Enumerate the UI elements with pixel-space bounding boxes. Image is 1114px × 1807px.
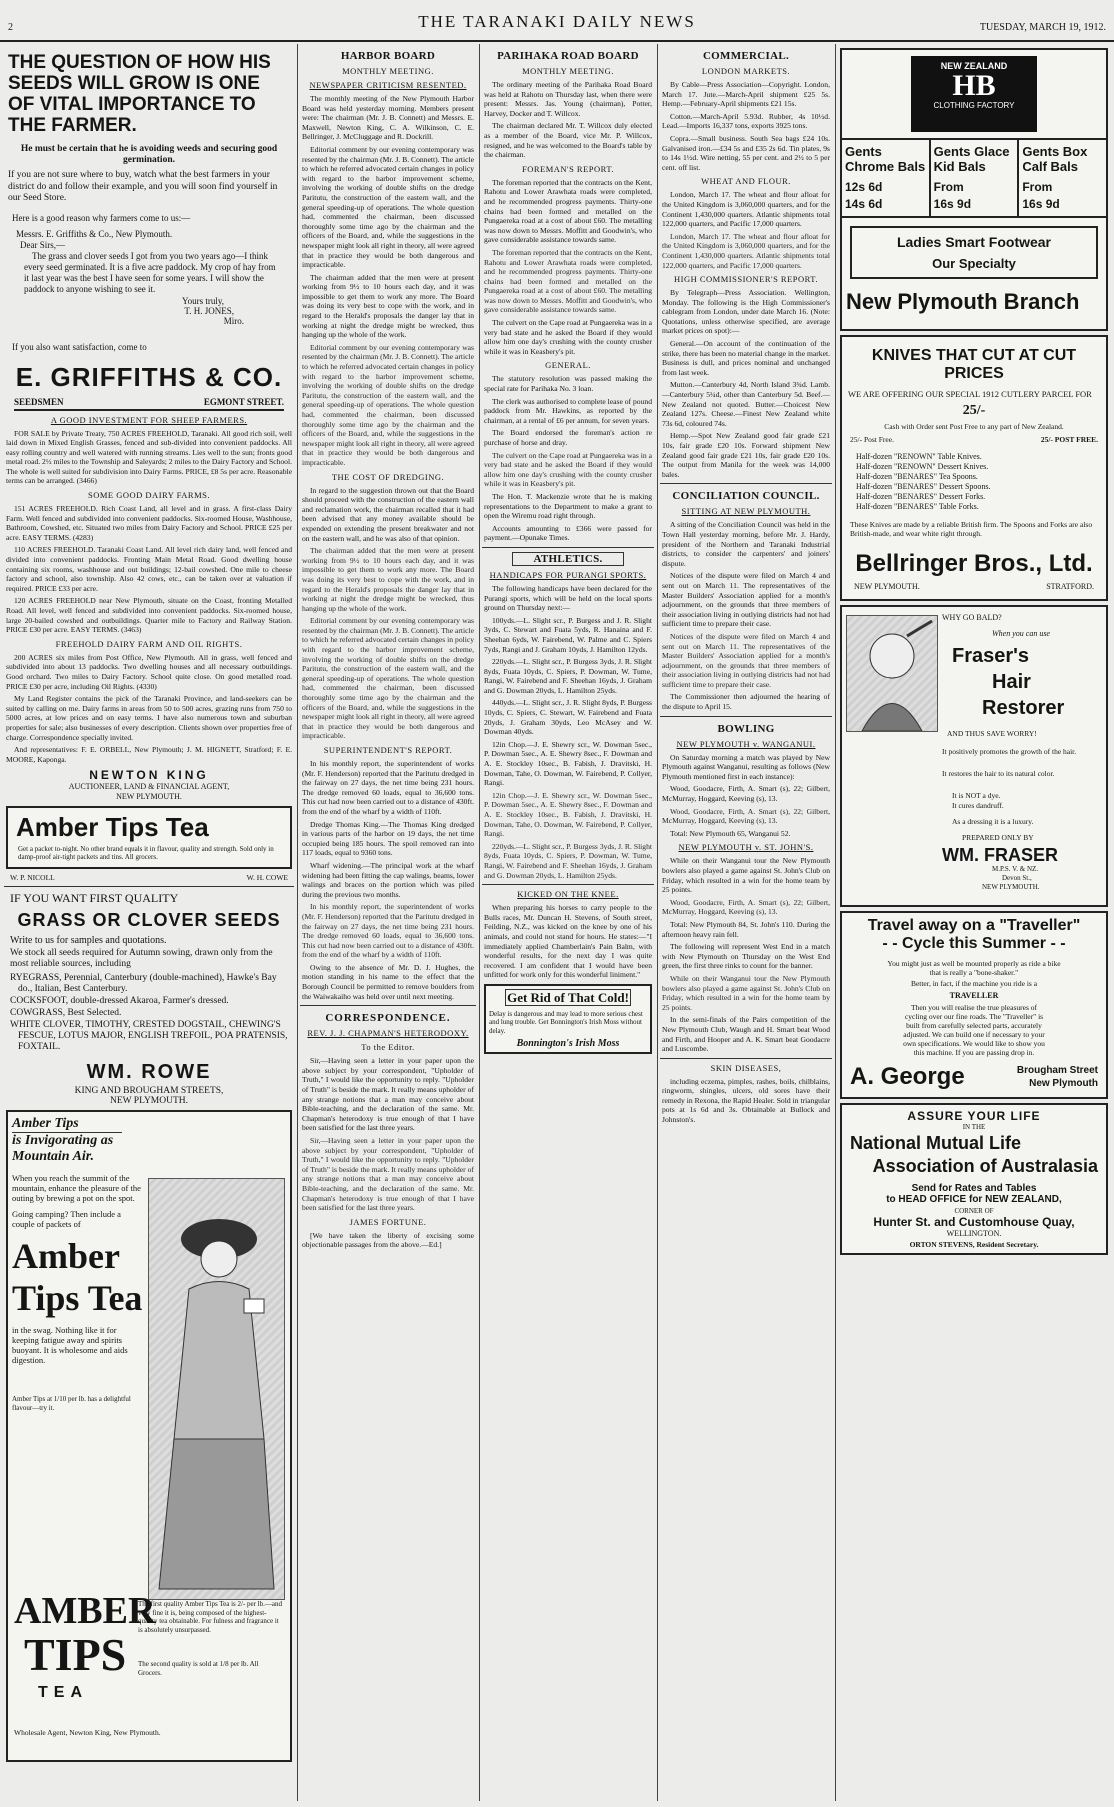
harbor-monthly-meeting: MONTHLY MEETING.	[342, 66, 434, 76]
george-street: Brougham Street	[1016, 1065, 1098, 1076]
amber2-quality-1: The first quality Amber Tips Tea is 2/- per lb.—and very fine it is, being composed of the highest-quality tea obtainable. For fulness and fragrance it is absolutely unsurpassed.	[138, 1600, 283, 1634]
seed-question: IF YOU WANT FIRST QUALITY	[10, 891, 179, 906]
parihaka-para-4: The culvert on the Cape road at Pungaereka was in a very bad state and he asked the Board if they would allow him one day's crushing with the county crusher while it was in Keasbery's pit.	[484, 318, 652, 356]
our-specialty: Our Specialty	[932, 256, 1016, 271]
column-rule	[835, 44, 836, 1801]
harbor-para-4-cont-2: Editorial comment by our evening contemporary was resented by the chairman (Mr. J. B. Connett). The article to which he referred advocated certain changes in policy with regard to the harbor improvement scheme, involving the working of double shifts on the dredge Paritutu, the construction of the eastern wall, and the general speeding-up of operations. The whole question had, commented the chairman, been discussed thoroughly some time ago by the chairman and the officers of the Board, and, while the suggestions in the newspaper might look all right in theory, all were agreed that in practice they would be both dangerous and impracticable.	[302, 616, 474, 741]
gents-chrome-bals	[842, 140, 931, 216]
hb-logo-factory: CLOTHING FACTORY	[933, 101, 1015, 110]
rowe-name: WM. ROWE	[86, 1061, 212, 1084]
farm-151-listing: 151 ACRES FREEHOLD. Rich Coast Land, all level and in grass. A first-class Dairy Farm. Well fenced and subdivided into convenient paddocks. Six-roomed House, Washhouse, Bathroom, Cowshed, etc. Situated two miles from Dairy Factory and School. PRICE £25 per acre. EASY TERMS. (4283)	[6, 504, 292, 542]
seed-heading: GRASS OR CLOVER SEEDS	[17, 910, 281, 931]
knives-note: These Knives are made by a reliable British firm. The Spoons and Forks are also British-made, and wear white right through.	[850, 520, 1093, 538]
commercial-para-6: General.—On account of the continuation of the strike, there has been no material change in the market. Business is dull, and prices nominal and unchanged from last week.	[662, 339, 830, 377]
nml-in-the: IN THE	[962, 1123, 986, 1131]
traveller-brand: TRAVELLER	[949, 991, 999, 1000]
masthead	[0, 0, 1114, 42]
knives-heading: KNIVES THAT CUT AT CUT PRICES	[871, 347, 1077, 382]
seed-stock: We stock all seeds required for Autumn sowing, drawn only from the most reliable sources, including	[10, 948, 273, 970]
fraser-save: AND THUS SAVE WORRY!	[947, 729, 1037, 738]
parihaka-para-7-cont: The culvert on the Cape road at Pungaereka was in a very bad state and he asked the Board if they would allow him one day's crushing with the county crusher while it was in Keasbery's pit.	[484, 450, 652, 489]
fraser-prepared: PREPARED ONLY BY	[962, 833, 1034, 842]
fraser-title-2: Hair	[992, 671, 1031, 693]
commercial-heading: COMMERCIAL.	[702, 50, 790, 62]
amber2-quality-2: The second quality is sold at 1/8 per lb. All Grocers.	[138, 1660, 259, 1677]
traveller-para-3: Then you will realise the true pleasures of cycling over our fine roads. The "Traveller" is built from carefully selected parts, accurately adjusted. We can build one if necessary to your own specifications. We would like to show you this machine. If you are passing drop in.	[903, 1003, 1045, 1057]
parihaka-para-9: Accounts amounting to £366 were passed for payment.—Opunake Times.	[484, 523, 652, 543]
knives-advert	[840, 335, 1108, 601]
seed-advert	[4, 52, 294, 411]
column-2	[300, 44, 476, 1801]
seed-cocksfoot: COCKSFOOT, double-dressed Akaroa, Farmer's dressed.	[10, 996, 229, 1007]
farm-110-listing: 110 ACRES FREEHOLD. Taranaki Coast Land. All level rich dairy land, well fenced and divided into convenient paddocks. Fronting Main Metal Road. Good dwelling house containing six rooms, washhouse and out buildings; 12-bail cowshed. One mile to cheese factory and school, also township. Also 42 cows, etc., can be taken over at valuation if required. PRICE £33 per acre.	[6, 545, 292, 593]
seed-clover: WHITE CLOVER, TIMOTHY, CRESTED DOGSTAIL, CHEWING'S FESCUE, LOTUS MAJOR, ENGLISH TREFOIL, POA PRATENSIS, FOXTAIL.	[10, 1020, 288, 1053]
knives-item: Half-dozen "BENARES" Tea Spoons.	[856, 472, 978, 481]
correspondence-letter: Sir,—Having seen a letter in your paper upon the above subject by your correspondent, "Upholder of Truth," I would like the opportunity to reply. "Upholder of Truth" is beside the mark. It really means upholder of any strange notions that a man may conceive about Bible-teaching, and the declaration of the same. Mr. Chapman's heterodoxy is true enough of that I have been satisfied for the last three years.	[302, 1056, 474, 1133]
bowling-para-1: On Saturday morning a match was played by New Plymouth against Wanganui, resulting as follows (New Plymouth mentioned first in each instance):	[662, 752, 830, 781]
newspaper-title: THE TARANAKI DAILY NEWS	[418, 12, 696, 31]
fraser-place: NEW PLYMOUTH.	[982, 883, 1040, 891]
correspondence-signature: JAMES FORTUNE.	[349, 1216, 427, 1227]
parihaka-heading: PARIHAKA ROAD BOARD	[497, 50, 639, 62]
parihaka-para-8: The Hon. T. Mackenzie wrote that he is making representations to the Department to make a grant to open the Wiremu road right through.	[484, 491, 652, 521]
fraser-point-2: It restores the hair to its natural color.	[942, 769, 1055, 778]
conciliation-heading: CONCILIATION COUNCIL.	[672, 490, 820, 503]
traveller-para-2: Better, in fact, if the machine you ride is a	[910, 979, 1038, 988]
fraser-street: Devon St.,	[1002, 874, 1032, 882]
harbor-criticism-heading: NEWSPAPER CRITICISM RESENTED.	[309, 80, 467, 90]
gents-chrome-price-1: 12s 6d	[845, 180, 883, 194]
hb-logo-nz: NEW ZEALAND	[940, 61, 1008, 71]
wheat-heading: WHEAT AND FLOUR.	[701, 176, 791, 187]
fraser-title-1: Fraser's	[952, 645, 1030, 667]
gents-chrome-price-2: 14s 6d	[845, 197, 883, 211]
conciliation-para-1: A sitting of the Conciliation Council was held in the Town Hall yesterday morning, before Mr. J. Hardy, president of the Northern and Taranaki Industrial districts, to consider the carpenters' and joiners' dispute.	[662, 520, 830, 568]
seed-write: Write to us for samples and quotations.	[10, 935, 167, 947]
cold-advert	[484, 984, 652, 1055]
bowling-para-4: While on their Wanganui tour the New Plymouth bowlers also played a game against St. John's Club on Friday, which resulted in a win for the home team by 25 points.	[662, 856, 830, 895]
bowling-stjohns-heading: NEW PLYMOUTH v. ST. JOHN'S.	[678, 842, 814, 853]
gents-chrome-label: Gents Chrome Bals	[845, 144, 926, 174]
column-4	[660, 44, 832, 1801]
parihaka-para-1: The ordinary meeting of the Parihaka Road Board was held at Rahotu on Thursday last, when there were present: Messrs. Jas. Young (chairman), Potter, Harvey, Docker and T. Willcox.	[484, 80, 652, 118]
george-name: A. George	[850, 1063, 965, 1090]
letter-place: Miro.	[223, 315, 244, 326]
athletics-chop-cont: 12in Chop.—J. E. Shewry scr., W. Dowman 5sec., P. Dowman 5sec., A. E. Shewry 8sec., F. Dowman and A. E. Stockley 10sec., B. Fabish, J. Dravitski, H. Dowman, Tahe, O. Dowman, W. Fairebend, P. Collyer, Rangi.	[484, 790, 652, 839]
nml-secretary: ORTON STEVENS, Resident Secretary.	[909, 1240, 1039, 1249]
letter-close: Yours truly,	[181, 295, 224, 306]
traveller-title-1: Travel away on a "Traveller"	[867, 917, 1081, 934]
cold-brand: Bonnington's Irish Moss	[516, 1038, 620, 1050]
athletics-chop: 12in Chop.—J. E. Shewry scr., W. Dowman 5sec., P. Dowman 5sec., A. E. Shewry 8sec., F. Dowman and A. E. Stockley 10sec., B. Fabish, J. Dravitski, H. Dowman, Tahe, O. Dowman, W. Fairebend, P. Collyer, Rangi.	[484, 739, 652, 788]
column-1	[4, 44, 294, 1801]
firm-name: E. GRIFFITHS & CO.	[15, 361, 283, 392]
column-rule	[657, 44, 658, 1801]
parihaka-para-5: The statutory resolution was passed making the special rate for Parihaka No. 3 loan.	[484, 374, 652, 394]
letter-greeting: Dear Sirs,—	[20, 239, 65, 250]
knives-item: Half-dozen "BENARES" Table Forks.	[856, 502, 979, 511]
bald-man-illustration	[846, 615, 938, 732]
traveller-advert	[840, 911, 1108, 1099]
cold-text: Delay is dangerous and may lead to more serious chest and lung trouble. Get Bonnington's Irish Moss without delay.	[489, 1009, 643, 1035]
amber2-big-tips: Tips Tea	[12, 1278, 143, 1319]
column-3	[482, 44, 654, 1801]
harbor-para-4: In regard to the suggestion thrown out that the Board should proceed with the construction of the eastern wall and reclamation work, the chairman recalled that it had been advised that any money available should be expended on extending the present breakwater and not on the eastern wall, and he was also of that opinion.	[302, 485, 474, 543]
farm-120-listing: 120 ACRES FREEHOLD near New Plymouth, situate on the Coast, fronting Metalled Road. All level, well fenced and subdivided into convenient paddocks. Six-roomed house, large 20-bailed cowshed and outbuildings. Quarter mile to Factory and Railway Station. PRICE £30 per acre. EASY TERMS. (3463)	[6, 596, 292, 635]
conciliation-sub: SITTING AT NEW PLYMOUTH.	[681, 506, 811, 517]
agent-right: W. H. COWE	[246, 873, 288, 883]
commercial-para-4: London, March 17. The wheat and flour afloat for the United Kingdom is 3,060,000 quarters, and for the Continent 1,430,000 quarters. Atlantic shipments total 122,000 quarters, and Pacific 17,000 quarters.	[662, 190, 830, 229]
hb-clothing-advert	[840, 48, 1108, 331]
fraser-point-5: As a dressing it is a luxury.	[952, 817, 1034, 826]
issue-date: TUESDAY, MARCH 19, 1912.	[979, 22, 1106, 33]
commercial-para-8: Hemp.—Spot New Zealand good fair grade £21 10s, fair grade £20 10s. Forward shipment New Zealand good fair grade £21 10s, fair grade £20 10s. The output from Manila for the week was 14,000 bales.	[662, 431, 830, 479]
amber-tips-subtitle: Get a packet to-night. No other brand equals it in flavour, quality and strength. Sold only in damp-proof air-tight packets and tins. All grocers.	[18, 845, 274, 862]
commercial-para-1: By Cable—Press Association—Copyright. London, March 17. Jute.—March-April shipment £25 5s. Hemp.—February-April shipments £21 15s.	[662, 80, 830, 109]
sheep-farm-listing: FOR SALE by Private Treaty, 750 ACRES FREEHOLD, Taranaki. All good rich soil, well laid down in Mixed English Grasses, fenced and sub-divided into convenient paddocks. All easy rolling country and well watered with running streams. Lies well to the sun; fronts good metal road. 2½ miles to the Township and Saleyards; 2 miles to the Dairy Factory and School. The whole is well suited for subdivision into Dairy Farms. PRICE, £8 5s per acre. Reasonable terms can be arranged. (3466)	[6, 428, 292, 486]
harbor-para-4-cont: The chairman added that the men were at present working from 9½ to 10 hours each day, and it was impossible to get them to work any more. The Board was doing its very best to cope with the work, and in regard to the Herald's proposals the danger lay that in working at night the dredge might be wrecked, thus hanging up the whole of the work.	[302, 546, 474, 613]
nml-assure: ASSURE YOUR LIFE	[907, 1109, 1041, 1123]
harbor-para-7: Wharf widening.—The principal work at the wharf widening had been fitting the cap walings, beams, lower walings and braces on the portion which was piled during the previous two months.	[302, 860, 474, 899]
skin-diseases-heading: SKIN DISEASES,	[710, 1062, 782, 1073]
sheep-heading: A GOOD INVESTMENT FOR SHEEP FARMERS.	[50, 414, 248, 425]
nml-corner: CORNER OF	[954, 1207, 994, 1215]
gents-glace-label: Gents Glace Kid Bals	[933, 144, 1010, 174]
parihaka-para-3-cont: The foreman reported that the contracts on the Kent, Rahotu and Lower Arawhata roads were completed, and he recommended progress payments. Thirty-one chains had been formed and metalled on the Pungaereka road at a cost of about £60. The metalling was now down to Messrs. Moffitt and Goodwin's, who gave considerable assistance towards same.	[484, 247, 652, 315]
page-number: 2	[8, 22, 13, 33]
fraser-point-4: It cures dandruff.	[952, 801, 1004, 810]
nml-send: Send for Rates and Tables	[911, 1183, 1037, 1194]
amber2-heading-b: is Invigorating as Mountain Air.	[12, 1133, 114, 1165]
athletics-heading: ATHLETICS.	[512, 552, 624, 566]
column-5	[838, 44, 1110, 1801]
nml-city: WELLINGTON.	[946, 1229, 1002, 1238]
skin-diseases-text: including eczema, pimples, rashes, boils, chilblains, ringworm, shingles, ulcers, old sores have their remedy in Rexona, the Rapid Healer. Sold in triangular pots at 1s 6d and 3s. Obtainable at Bullock and Johnston's.	[662, 1076, 830, 1125]
nml-office: to HEAD OFFICE for NEW ZEALAND,	[886, 1194, 1062, 1205]
bowling-para-4-cont: Wood, Goodacre, Firth, A. Smart (s), 22; Gilbert, McMurray, Hoggard, Keeving (s), 13.	[662, 897, 830, 917]
bowling-para-6: The following will represent West End in a match with New Plymouth on Thursday on the West End green, the first three rinks to count for the banner.	[662, 942, 830, 971]
bellringer-right: STRATFORD.	[1046, 582, 1094, 591]
fraser-question: WHY GO BALD?	[942, 613, 1002, 622]
athletics-440yds: 440yds.—L. Slight scr., J. R. Slight 8yds, P. Burgess 10yds, C. Spiers, C. Stewart, W. Fairebend and Fuata 20yds, J. Graham 30yds, Leo McAsey and W. Dowman 40yds.	[484, 698, 652, 737]
traveller-para-1: You might just as well be mounted properly as ride a bike that is really a "bone-shaker."	[887, 959, 1061, 977]
nml-address: Hunter St. and Customhouse Quay,	[873, 1215, 1075, 1229]
amber2-logo-tips: TIPS	[24, 1629, 127, 1681]
seed-intro-1: He must be certain that he is avoiding weeds and securing good germination.	[20, 144, 278, 165]
kicked-heading: KICKED ON THE KNEE.	[517, 889, 619, 900]
amber2-summit-text: When you reach the summit of the mountain, enhance the pleasure of the outing by brewing a pot on the spot.	[12, 1173, 141, 1204]
rowe-place: NEW PLYMOUTH.	[109, 1096, 189, 1107]
parihaka-para-7: The Board endorsed the foreman's action re purchase of horse and dray.	[484, 428, 652, 447]
knives-post-free-2: 25/- POST FREE.	[1040, 435, 1098, 444]
fraser-point-3: It is NOT a dye.	[952, 791, 1001, 800]
gents-boxcalf-from: From	[1022, 180, 1053, 194]
chapman-heading: REV. J. J. CHAPMAN'S HETERODOXY.	[307, 1028, 469, 1039]
agent-title: AUCTIONEER, LAND & FINANCIAL AGENT,	[68, 782, 230, 792]
agent-left: W. P. NICOLL	[10, 873, 55, 883]
bowling-para-5: Total: New Plymouth 84, St. John's 110. During the afternoon heavy rain fell.	[662, 919, 830, 939]
nml-name-2: Association of Australasia	[872, 1156, 1098, 1176]
ladies-footwear: Ladies Smart Footwear	[896, 234, 1052, 250]
gents-glace-bals	[931, 140, 1020, 216]
parihaka-para-3: The foreman reported that the contracts on the Kent, Rahotu and Lower Arawhata roads were completed, and he recommended progress payments. Thirty-one chains had been formed and metalled on the Pungaereka road at a cost of about £60. The metalling was now down to Messrs. Moffitt and Goodwin's, who gave considerable assistance towards same.	[484, 177, 652, 245]
knives-list	[856, 452, 1092, 512]
amber2-logo-amber: AMBER	[14, 1590, 156, 1633]
column-rule	[297, 44, 298, 1801]
george-place: New Plymouth	[1029, 1078, 1098, 1089]
gents-glace-from: From	[933, 180, 964, 194]
seed-cowgrass: COWGRASS, Best Selected.	[10, 1008, 122, 1019]
amber2-swag-text: in the swag. Nothing like it for keeping fatigue away and spirits buoyant. It is wholesome and aids digestion.	[12, 1325, 128, 1366]
athletics-para-1: The following handicaps have been declared for the Purangi sports, which will be held on the local sports ground on Thursday next:—	[484, 583, 652, 613]
land-register-text: My Land Register contains the pick of the Taranaki Province, and land-seekers can be suited by calling on me. Dairy farms in areas from 50 to 500 acres, grazing runs from 750 to 5000 acres, at low prices and on easy terms. I have also numerous town and suburban properties for sale; also businesses of every description. Clients shown over properties free of charge. Correspondence specially invited.	[6, 694, 292, 742]
bowling-heading: BOWLING	[717, 722, 775, 735]
nml-name-1: National Mutual Life	[850, 1133, 1021, 1153]
oil-heading: FREEHOLD DAIRY FARM AND OIL RIGHTS.	[55, 638, 243, 649]
rowe-seed-advert	[4, 891, 294, 1106]
harbor-para-3: The chairman added that the men were at present working from 9½ to 10 hours each day, and it was impossible to get them to work any more. The Board was doing its very best to cope with the work, and in regard to the Herald's proposals the danger lay that in working at night the dredge might be wrecked, thus hanging up the whole of the work.	[302, 272, 474, 340]
amber2-big-amber: Amber	[12, 1236, 120, 1277]
knives-item: Half-dozen "BENARES" Dessert Forks.	[856, 492, 986, 501]
cold-title: Get Rid of That Cold!	[505, 989, 631, 1006]
ladies-footwear-box	[850, 226, 1098, 279]
harbor-para-6: Dredge Thomas King.—The Thomas King dredged in various parts of the harbor on 19 days, the net time occupied being 185 hours. The spoil removed ran into 117 loads, equal to 9360 tons.	[302, 819, 474, 858]
purangi-heading: HANDICAPS FOR PURANGI SPORTS.	[489, 569, 647, 580]
shoe-price-grid	[842, 138, 1106, 218]
bowling-wanganui-heading: NEW PLYMOUTH v. WANGANUI.	[676, 738, 816, 749]
harbor-para-5: In his monthly report, the superintendent of works (Mr. F. Henderson) reported that the Paritutu dredged in the fairway on 27 days, the net time being 231 hours. The dredge removed 60 loads, equal to 36,600 tons. This cut had now been carried out to a distance of 430ft. from the end of the wharf by a width of 110ft.	[302, 759, 474, 816]
commercial-para-7: Mutton.—Canterbury 4d, North Island 3¾d. Lamb.—Canterbury 5¼d, other than Canterbury 5d. Beef.—New Zealand not quoted. Butter.—Choicest New Zealand 127s. Cheese.—Finest New Zealand white 73s 6d, coloured 74s.	[662, 380, 830, 428]
fraser-advert	[840, 605, 1108, 907]
kicked-text: When preparing his horses to carry people to the Bulls races, Mr. Duncan H. Stevens, of South street, Feilding, N.Z., was kicked on the knee by one of his animals, and could not stand for hours. He states:—"I immediately applied Chamberlain's Pain Balm, with wonderful results, for the next day I was quite recovered. I am confident that I would have been unfitted for work only for this wonderful liniment."	[484, 903, 652, 980]
conciliation-para-3: The Commissioner then adjourned the hearing of the dispute to April 15.	[662, 692, 830, 712]
london-markets-heading: LONDON MARKETS.	[701, 66, 791, 76]
firm-address: EGMONT STREET.	[203, 396, 284, 407]
fraser-when: When you can use	[992, 629, 1050, 638]
fraser-title-3: Restorer	[982, 697, 1065, 719]
bowling-para-2: Wood, Goodacre, Firth, A. Smart (s), 22; Gilbert, McMurray, Hoggard, Keeving (s), 13.	[662, 784, 830, 804]
fraser-quals: M.P.S. V. & NZ.	[992, 865, 1039, 873]
harbor-board-heading: HARBOR BOARD	[340, 50, 436, 62]
gents-boxcalf-price: 16s 9d	[1022, 197, 1060, 211]
knives-item: Half-dozen "RENOWN" Dessert Knives.	[856, 462, 989, 471]
fraser-point-1: It positively promotes the growth of the hair.	[942, 747, 1077, 756]
column-rule	[479, 44, 480, 1801]
letter-recipient: Messrs. E. Griffiths & Co., New Plymouth.	[16, 228, 173, 239]
amber-tips-advert-1	[6, 806, 292, 869]
to-the-editor: To the Editor.	[361, 1042, 415, 1053]
amber2-camp-text: Going camping? Then include a couple of packets of	[12, 1209, 121, 1230]
amber-tips-title: Amber Tips Tea	[16, 812, 209, 843]
bowling-para-6-cont: While on their Wanganui tour the New Plymouth bowlers also played a game against St. John's Club on Friday, which resulted in a win for the home team by 25 points.	[662, 973, 830, 1012]
parihaka-monthly-meeting: MONTHLY MEETING.	[522, 66, 614, 76]
gents-boxcalf-bals	[1019, 140, 1106, 216]
bellringer-left: NEW PLYMOUTH.	[854, 582, 920, 591]
representatives: And representatives: F. E. ORBELL, New Plymouth; J. M. HIGNETT, Stratford; F. E. MOORE, Kaponga.	[6, 745, 292, 764]
athletics-220yds: 220yds.—L. Slight scr., P. Burgess 3yds, J. R. Slight 8yds, Fuata 10yds, C. Spiers, P. Dowman, W. Tume, Rangi, W. Fairebend and F. Sheehan 16yds, J. Graham and G. Dowman 20yds, L. Hamilton 25yds.	[484, 657, 652, 695]
bowling-para-2-cont: Wood, Goodacre, Firth, A. Smart (s), 22; Gilbert, McMurray, Hoggard, Keeving (s), 13.	[662, 806, 830, 826]
harbor-para-7-cont: In his monthly report, the superintendent of works (Mr. F. Henderson) reported that the Paritutu dredged in the fairway on 27 days, the net time being 231 hours. The dredge removed 60 loads, equal to 36,600 tons. This cut had now been carried out to a distance of 430ft. from the end of the wharf by a width of 110ft.	[302, 902, 474, 960]
harbor-para-2: Editorial comment by our evening contemporary was resented by the chairman (Mr. J. B. Connett). The article to which he referred advocated certain changes in policy with regard to the harbor improvement scheme, involving the working of double shifts on the dredge Paritutu, the construction of the eastern wall, and the general speeding-up of operations. The whole question had, commented the chairman, been discussed thoroughly some time ago by the chairman and the officers of the Board, and, while the suggestions in the newspaper might look all right in theory, all were agreed that in practice they would be both dangerous and impracticable.	[302, 144, 474, 270]
new-plymouth-branch: New Plymouth Branch	[846, 289, 1080, 314]
land-advert	[4, 415, 294, 803]
seed-reason: Here is a good reason why farmers come to us:—	[12, 212, 191, 223]
superintendent-heading: SUPERINTENDENT'S REPORT.	[323, 745, 453, 755]
knives-item: Half-dozen "BENARES" Dessert Spoons.	[856, 482, 991, 491]
bald-man-icon	[847, 616, 937, 731]
dairy-heading: SOME GOOD DAIRY FARMS.	[88, 490, 210, 501]
high-commissioner-heading: HIGH COMMISSIONER'S REPORT.	[673, 274, 818, 285]
seed-ryegrass: RYEGRASS, Perennial, Canterbury (double-machined), Hawke's Bay do., Italian, Best Canterbury.	[10, 973, 277, 995]
conciliation-para-2-cont: Notices of the dispute were filed on March 4 and sent out on March 11. The representatives of the Master Builders' Association applied for a month's adjournment, on the grounds that three members of their association living in outlying districts had not had sufficient time to prepare their case.	[662, 631, 830, 689]
commercial-para-4-cont: London, March 17. The wheat and flour afloat for the United Kingdom is 3,060,000 quarters, and for the Continent 1,430,000 quarters. Atlantic shipments total 122,000 quarters, and Pacific 17,000 quarters.	[662, 231, 830, 270]
athletics-100yds: 100yds.—L. Slight scr., P. Burgess and J. R. Slight 3yds, C. Stewart and Fuata 5yds, R. Hanaina and F. Sheehan 6yds, W. Fairebend, W. Palme and C. Spiers 7yds, Rangi and J. Graham 10yds, J. Hamilton 12yds.	[484, 615, 652, 654]
rowe-address: KING AND BROUGHAM STREETS,	[74, 1086, 224, 1097]
commercial-para-2: Cotton.—March-April 5.93d. Rubber, 4s 10½d. Lead.—Imports 16,337 tons, exports 3925 tons.	[662, 111, 830, 131]
letter-body: The grass and clover seeds I got from you two years ago—I think every seed germinated. It is a five acre paddock. My crop of hay from it last year was the best I have seen for some years. I will show the paddock to anyone wishing to see it.	[24, 250, 276, 294]
commercial-para-5: By Telegraph—Press Association. Wellington, Monday. The following is the High Commissioner's cablegram from London, under date March 16. (Note: Quotations, unless otherwise specified, are average market prices on spot):—	[662, 288, 830, 336]
amber2-heading-a: Amber Tips	[12, 1116, 122, 1133]
knives-item: Half-dozen "RENOWN" Table Knives.	[856, 452, 982, 461]
letter-signature: T. H. JONES,	[184, 305, 234, 316]
knives-price: 25/-	[962, 403, 986, 418]
seed-intro-2: If you are not sure where to buy, watch what the best farmers in your district do and follow their example, and you will soon find yourself in our Seed Store.	[8, 170, 278, 203]
conciliation-para-2: Notices of the dispute were filed on March 4 and sent out on March 11. The representatives of the Master Builders' Association applied for a month's adjournment, on the grounds that three members of their association living in outlying districts had not had sufficient time to prepare their case.	[662, 571, 830, 629]
editor-note: [We have taken the liberty of excising some objectionable passages from the above.—Ed.]	[302, 1230, 474, 1250]
firm-trade: SEEDSMEN	[14, 396, 64, 407]
agent-name: NEWTON KING	[89, 768, 209, 783]
correspondence-heading: CORRESPONDENCE.	[325, 1012, 451, 1025]
gents-glace-price: 16s 9d	[933, 197, 972, 211]
harbor-para-1: The monthly meeting of the New Plymouth Harbor Board was held yesterday morning. Members present were: The chairman (Mr. J. B. Connett) and Messrs. E. Maxwell, Newton King, C. A. Wilkinson, C. E. Bellringer, J. McCluggage and R. Dockrill.	[302, 94, 474, 142]
fraser-name: WM. FRASER	[942, 845, 1058, 865]
bowling-para-7: In the semi-finals of the Pairs competition of the New Plymouth Club, Waugh and H. Smart beat Wood and Firth, and Hooper and A. K. Smart beat Goodacre and Luscombe.	[662, 1015, 830, 1054]
farm-200-listing: 200 ACRES six miles from Post Office, New Plymouth. All in grass, well fenced and subdivided into about 13 paddocks. Two dwelling houses and all necessary outbuildings. Good orchard. Two miles to Dairy Factory. School quite close. On good metalled road. PRICE £30 per acre, including Oil Rights. (4330)	[6, 652, 292, 691]
traveller-title-2: - - Cycle this Summer - -	[882, 935, 1066, 952]
gents-boxcalf-label: Gents Box Calf Bals	[1022, 144, 1088, 174]
national-mutual-advert	[840, 1103, 1108, 1255]
amber2-logo-tea: TEA	[38, 1684, 88, 1702]
hb-logo	[911, 56, 1037, 132]
harbor-para-3-cont: Editorial comment by our evening contemporary was resented by the chairman (Mr. J. B. Connett). The article to which he referred advocated certain changes in policy with regard to the harbor improvement scheme, involving the working of double shifts on the dredge Paritutu, the construction of the eastern wall, and the general speeding-up of operations. The whole question had, commented the chairman, been discussed thoroughly some time ago by the chairman and the officers of the Board, and, while the suggestions in the newspaper might look all right in theory, all were agreed that in practice they would be both dangerous and impracticable.	[302, 342, 474, 467]
knives-cash: Cash with Order sent Post Free to any part of New Zealand.	[884, 422, 1064, 431]
parihaka-para-6: The clerk was authorised to complete lease of pound paddock from Mr. Hawkins, as reported by the chairman, at a rental of £6 per annum, for seven years.	[484, 396, 652, 425]
amber2-price: Amber Tips at 1/10 per lb. has a delightful flavour—try it.	[12, 1395, 131, 1412]
woman-illustration-icon	[149, 1179, 284, 1599]
harbor-para-8: Owing to the absence of Mr. D. J. Hughes, the motion standing in his name to the effect that the Borough Council be permitted to remove boulders from the Waiwakaiho was held over until next meeting.	[302, 962, 474, 1001]
bellringer-name: Bellringer Bros., Ltd.	[855, 550, 1093, 577]
foreman-report-heading: FOREMAN'S REPORT.	[521, 163, 615, 174]
general-heading: GENERAL.	[545, 360, 591, 371]
seed-headline: THE QUESTION OF HOW HIS SEEDS WILL GROW IS ONE OF VITAL IMPORTANCE TO THE FARMER.	[8, 52, 271, 136]
woman-with-teacup-illustration	[148, 1178, 285, 1600]
hb-logo-letters: HB	[952, 69, 996, 102]
bowling-para-3: Total: New Plymouth 65, Wanganui 52.	[670, 828, 791, 838]
amber2-agent: Wholesale Agent, Newton King, New Plymouth.	[14, 1728, 161, 1738]
knives-offer: WE ARE OFFERING OUR SPECIAL 1912 CUTLERY PARCEL FOR	[848, 389, 1092, 399]
satisfaction-line: If you also want satisfaction, come to	[12, 341, 147, 352]
correspondence-letter-cont: Sir,—Having seen a letter in your paper upon the above subject by your correspondent, "Upholder of Truth," I would like the opportunity to reply. "Upholder of Truth" is beside the mark. It really means upholder of any strange notions that a man may conceive about Bible-teaching, and the declaration of the same. Mr. Chapman's heterodoxy is true enough of that I have been satisfied for the last three years.	[302, 1136, 474, 1213]
amber-tips-advert-2	[6, 1110, 292, 1762]
athletics-more: 220yds.—L. Slight scr., P. Burgess 3yds, J. R. Slight 8yds, Fuata 10yds, C. Spiers, P. Dowman, W. Tume, Rangi, W. Fairebend and F. Sheehan 16yds, J. Graham and G. Dowman 20yds, L. Hamilton 25yds.	[484, 841, 652, 880]
agent-place: NEW PLYMOUTH.	[116, 792, 182, 802]
commercial-para-3: Copra.—Small business. South Sea bags £24 10s. Galvanised iron.—£34 5s and £35 2s 6d. Tin plates, 9s to 14s 1½d. Wire netting, 55 per cent. and 2½ to 5 per cent. off list.	[662, 133, 830, 172]
knives-post-free-1: 25/- Post Free.	[850, 435, 894, 444]
parihaka-para-2: The chairman declared Mr. T. Willcox duly elected as a member of the Board, vice Mr. P. Willcox, resigned, and he was welcomed to the Board's table by the chairman.	[484, 121, 652, 160]
dredging-heading: THE COST OF DREDGING.	[331, 471, 445, 482]
